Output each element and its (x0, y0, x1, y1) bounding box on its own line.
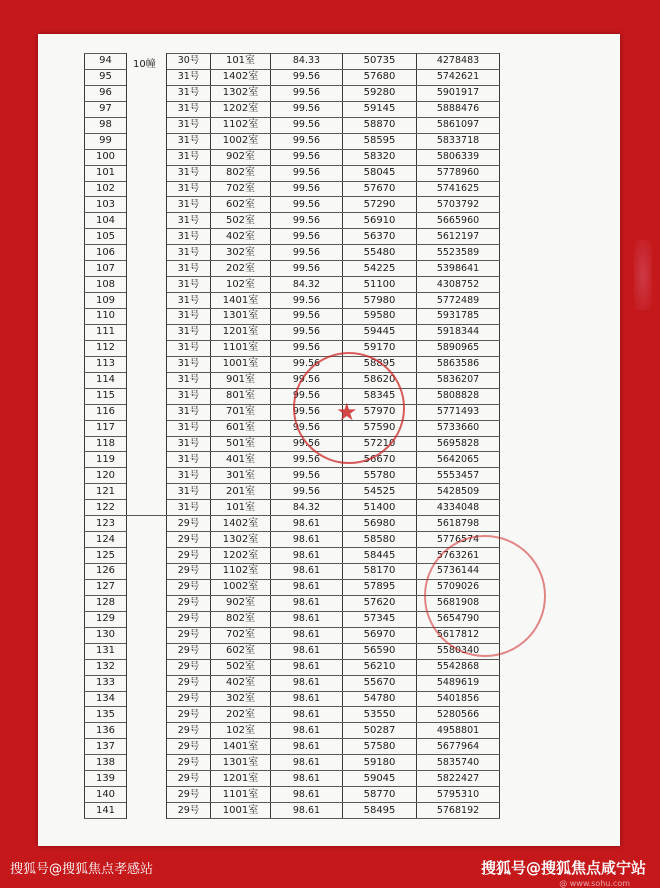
cell-unit: 31号 (167, 372, 211, 388)
cell-price: 57670 (343, 181, 417, 197)
cell-room: 402室 (211, 675, 271, 691)
cell-total: 4308752 (417, 277, 500, 293)
cell-idx: 128 (85, 595, 127, 611)
cell-room: 1101室 (211, 340, 271, 356)
cell-area: 84.32 (271, 500, 343, 516)
cell-total: 5861097 (417, 117, 500, 133)
cell-total: 5742621 (417, 69, 500, 85)
cell-idx: 121 (85, 484, 127, 500)
cell-area: 99.56 (271, 69, 343, 85)
cell-price: 59170 (343, 340, 417, 356)
cell-price: 58895 (343, 356, 417, 372)
cell-unit: 29号 (167, 532, 211, 548)
cell-room: 1402室 (211, 69, 271, 85)
cell-total: 5931785 (417, 309, 500, 325)
cell-price: 55670 (343, 675, 417, 691)
cell-area: 99.56 (271, 245, 343, 261)
cell-unit: 31号 (167, 245, 211, 261)
cell-price: 54225 (343, 261, 417, 277)
cell-room: 702室 (211, 627, 271, 643)
cell-price: 56910 (343, 213, 417, 229)
cell-unit: 31号 (167, 277, 211, 293)
cell-unit: 31号 (167, 133, 211, 149)
cell-area: 98.61 (271, 516, 343, 532)
cell-idx: 109 (85, 293, 127, 309)
cell-price: 58170 (343, 564, 417, 580)
cell-total: 5835740 (417, 755, 500, 771)
page-stain (634, 240, 652, 310)
cell-area: 98.61 (271, 627, 343, 643)
cell-total: 5280566 (417, 707, 500, 723)
cell-price: 59445 (343, 324, 417, 340)
cell-area: 98.61 (271, 643, 343, 659)
cell-price: 50735 (343, 54, 417, 70)
cell-area: 99.56 (271, 372, 343, 388)
cell-room: 1302室 (211, 85, 271, 101)
cell-unit: 31号 (167, 117, 211, 133)
cell-price: 57345 (343, 611, 417, 627)
cell-area: 98.61 (271, 579, 343, 595)
cell-idx: 114 (85, 372, 127, 388)
cell-total: 5808828 (417, 388, 500, 404)
cell-unit: 29号 (167, 755, 211, 771)
cell-room: 1201室 (211, 324, 271, 340)
cell-price: 59580 (343, 309, 417, 325)
cell-room: 301室 (211, 468, 271, 484)
cell-area: 99.56 (271, 85, 343, 101)
cell-idx: 96 (85, 85, 127, 101)
cell-unit: 31号 (167, 261, 211, 277)
cell-room: 102室 (211, 723, 271, 739)
cell-area: 98.61 (271, 739, 343, 755)
cell-total: 5612197 (417, 229, 500, 245)
cell-total: 5778960 (417, 165, 500, 181)
cell-room: 1002室 (211, 133, 271, 149)
cell-area: 98.61 (271, 611, 343, 627)
cell-room: 1301室 (211, 309, 271, 325)
cell-area: 99.56 (271, 165, 343, 181)
cell-room: 1202室 (211, 101, 271, 117)
cell-unit: 29号 (167, 739, 211, 755)
cell-idx: 105 (85, 229, 127, 245)
cell-idx: 94 (85, 54, 127, 70)
cell-area: 99.56 (271, 229, 343, 245)
cell-area: 99.56 (271, 181, 343, 197)
cell-total: 4334048 (417, 500, 500, 516)
cell-total: 5489619 (417, 675, 500, 691)
cell-room: 101室 (211, 54, 271, 70)
cell-price: 56370 (343, 229, 417, 245)
cell-room: 402室 (211, 229, 271, 245)
cell-price: 57580 (343, 739, 417, 755)
cell-total: 5677964 (417, 739, 500, 755)
building-cell-empty (127, 516, 167, 819)
cell-idx: 122 (85, 500, 127, 516)
cell-room: 102室 (211, 277, 271, 293)
cell-room: 902室 (211, 595, 271, 611)
cell-unit: 29号 (167, 803, 211, 819)
cell-price: 58620 (343, 372, 417, 388)
cell-total: 5776574 (417, 532, 500, 548)
cell-idx: 118 (85, 436, 127, 452)
cell-total: 5863586 (417, 356, 500, 372)
cell-area: 98.61 (271, 675, 343, 691)
cell-unit: 31号 (167, 324, 211, 340)
cell-room: 801室 (211, 388, 271, 404)
table-row (85, 54, 500, 70)
cell-room: 502室 (211, 213, 271, 229)
cell-room: 401室 (211, 452, 271, 468)
cell-total: 5542868 (417, 659, 500, 675)
cell-room: 501室 (211, 436, 271, 452)
cell-unit: 29号 (167, 659, 211, 675)
cell-price: 58345 (343, 388, 417, 404)
cell-price: 50287 (343, 723, 417, 739)
cell-area: 99.56 (271, 213, 343, 229)
cell-area: 99.56 (271, 404, 343, 420)
cell-area: 98.61 (271, 532, 343, 548)
cell-price: 55480 (343, 245, 417, 261)
cell-total: 5741625 (417, 181, 500, 197)
cell-idx: 107 (85, 261, 127, 277)
cell-idx: 113 (85, 356, 127, 372)
cell-price: 55780 (343, 468, 417, 484)
cell-idx: 120 (85, 468, 127, 484)
cell-area: 99.56 (271, 356, 343, 372)
cell-idx: 110 (85, 309, 127, 325)
cell-area: 99.56 (271, 197, 343, 213)
cell-room: 302室 (211, 691, 271, 707)
price-table (84, 53, 500, 819)
cell-idx: 138 (85, 755, 127, 771)
cell-idx: 104 (85, 213, 127, 229)
cell-room: 1002室 (211, 579, 271, 595)
cell-unit: 31号 (167, 181, 211, 197)
cell-unit: 29号 (167, 564, 211, 580)
cell-unit: 31号 (167, 69, 211, 85)
cell-unit: 29号 (167, 579, 211, 595)
cell-idx: 98 (85, 117, 127, 133)
cell-unit: 29号 (167, 675, 211, 691)
cell-idx: 115 (85, 388, 127, 404)
cell-total: 5709026 (417, 579, 500, 595)
cell-room: 1401室 (211, 293, 271, 309)
cell-price: 51100 (343, 277, 417, 293)
cell-idx: 97 (85, 101, 127, 117)
cell-total: 5763261 (417, 548, 500, 564)
cell-total: 5918344 (417, 324, 500, 340)
cell-area: 99.56 (271, 309, 343, 325)
cell-room: 901室 (211, 372, 271, 388)
cell-idx: 130 (85, 627, 127, 643)
cell-unit: 31号 (167, 436, 211, 452)
cell-total: 5822427 (417, 771, 500, 787)
cell-unit: 29号 (167, 516, 211, 532)
cell-idx: 135 (85, 707, 127, 723)
cell-idx: 99 (85, 133, 127, 149)
cell-room: 1402室 (211, 516, 271, 532)
cell-unit: 29号 (167, 707, 211, 723)
cell-unit: 31号 (167, 309, 211, 325)
cell-unit: 31号 (167, 500, 211, 516)
cell-unit: 31号 (167, 229, 211, 245)
cell-idx: 119 (85, 452, 127, 468)
cell-idx: 137 (85, 739, 127, 755)
cell-total: 5665960 (417, 213, 500, 229)
cell-price: 57620 (343, 595, 417, 611)
cell-area: 99.56 (271, 324, 343, 340)
cell-total: 5580340 (417, 643, 500, 659)
seal-star-icon: ★ (336, 398, 358, 426)
cell-price: 57980 (343, 293, 417, 309)
cell-total: 5768192 (417, 803, 500, 819)
watermark-right: 搜狐号@搜狐焦点咸宁站 (480, 859, 646, 877)
cell-area: 98.61 (271, 723, 343, 739)
cell-room: 1401室 (211, 739, 271, 755)
cell-unit: 29号 (167, 627, 211, 643)
cell-price: 56670 (343, 452, 417, 468)
table-row (85, 516, 500, 532)
cell-room: 1102室 (211, 117, 271, 133)
cell-total: 5703792 (417, 197, 500, 213)
cell-unit: 31号 (167, 165, 211, 181)
cell-total: 5890965 (417, 340, 500, 356)
cell-total: 5771493 (417, 404, 500, 420)
cell-room: 701室 (211, 404, 271, 420)
cell-area: 98.61 (271, 771, 343, 787)
cell-unit: 29号 (167, 771, 211, 787)
cell-price: 57895 (343, 579, 417, 595)
cell-price: 57970 (343, 404, 417, 420)
cell-area: 99.56 (271, 484, 343, 500)
cell-area: 99.56 (271, 420, 343, 436)
cell-area: 99.56 (271, 117, 343, 133)
cell-idx: 95 (85, 69, 127, 85)
cell-unit: 31号 (167, 149, 211, 165)
cell-total: 5772489 (417, 293, 500, 309)
cell-area: 98.61 (271, 564, 343, 580)
cell-price: 59045 (343, 771, 417, 787)
cell-total: 5642065 (417, 452, 500, 468)
cell-idx: 117 (85, 420, 127, 436)
cell-area: 99.56 (271, 101, 343, 117)
cell-unit: 31号 (167, 85, 211, 101)
cell-total: 4958801 (417, 723, 500, 739)
cell-idx: 111 (85, 324, 127, 340)
cell-price: 58445 (343, 548, 417, 564)
cell-price: 59280 (343, 85, 417, 101)
cell-price: 54525 (343, 484, 417, 500)
cell-area: 99.56 (271, 149, 343, 165)
cell-idx: 132 (85, 659, 127, 675)
cell-total: 5681908 (417, 595, 500, 611)
cell-area: 99.56 (271, 293, 343, 309)
cell-price: 58770 (343, 787, 417, 803)
cell-room: 802室 (211, 611, 271, 627)
cell-room: 1101室 (211, 787, 271, 803)
cell-unit: 31号 (167, 213, 211, 229)
cell-room: 1201室 (211, 771, 271, 787)
cell-price: 58580 (343, 532, 417, 548)
cell-price: 58495 (343, 803, 417, 819)
cell-price: 57290 (343, 197, 417, 213)
cell-unit: 31号 (167, 404, 211, 420)
cell-idx: 127 (85, 579, 127, 595)
cell-price: 58870 (343, 117, 417, 133)
cell-idx: 131 (85, 643, 127, 659)
cell-unit: 29号 (167, 691, 211, 707)
cell-idx: 106 (85, 245, 127, 261)
cell-area: 99.56 (271, 261, 343, 277)
cell-total: 5617812 (417, 627, 500, 643)
cell-price: 56210 (343, 659, 417, 675)
cell-room: 502室 (211, 659, 271, 675)
cell-room: 902室 (211, 149, 271, 165)
cell-price: 59180 (343, 755, 417, 771)
cell-price: 54780 (343, 691, 417, 707)
cell-total: 5888476 (417, 101, 500, 117)
cell-idx: 134 (85, 691, 127, 707)
cell-unit: 31号 (167, 484, 211, 500)
cell-area: 98.61 (271, 803, 343, 819)
cell-idx: 141 (85, 803, 127, 819)
cell-idx: 136 (85, 723, 127, 739)
cell-area: 99.56 (271, 436, 343, 452)
cell-price: 56970 (343, 627, 417, 643)
cell-total: 5736144 (417, 564, 500, 580)
cell-price: 58045 (343, 165, 417, 181)
cell-total: 5695828 (417, 436, 500, 452)
cell-price: 57210 (343, 436, 417, 452)
cell-idx: 133 (85, 675, 127, 691)
cell-total: 5523589 (417, 245, 500, 261)
cell-unit: 31号 (167, 340, 211, 356)
cell-idx: 139 (85, 771, 127, 787)
cell-room: 1302室 (211, 532, 271, 548)
cell-unit: 31号 (167, 388, 211, 404)
cell-unit: 29号 (167, 643, 211, 659)
cell-unit: 31号 (167, 197, 211, 213)
cell-total: 5401856 (417, 691, 500, 707)
cell-total: 5833718 (417, 133, 500, 149)
cell-area: 99.56 (271, 468, 343, 484)
cell-room: 1102室 (211, 564, 271, 580)
cell-total: 5618798 (417, 516, 500, 532)
cell-idx: 123 (85, 516, 127, 532)
cell-area: 99.56 (271, 452, 343, 468)
cell-room: 602室 (211, 197, 271, 213)
cell-total: 5428509 (417, 484, 500, 500)
cell-price: 59145 (343, 101, 417, 117)
cell-total: 5553457 (417, 468, 500, 484)
cell-unit: 29号 (167, 787, 211, 803)
cell-idx: 140 (85, 787, 127, 803)
cell-idx: 116 (85, 404, 127, 420)
cell-room: 202室 (211, 707, 271, 723)
cell-idx: 100 (85, 149, 127, 165)
cell-price: 51400 (343, 500, 417, 516)
cell-idx: 112 (85, 340, 127, 356)
cell-room: 202室 (211, 261, 271, 277)
building-cell (127, 54, 167, 516)
cell-area: 99.56 (271, 133, 343, 149)
cell-room: 601室 (211, 420, 271, 436)
cell-total: 5901917 (417, 85, 500, 101)
cell-area: 98.61 (271, 691, 343, 707)
cell-total: 5654790 (417, 611, 500, 627)
cell-price: 56590 (343, 643, 417, 659)
cell-price: 57590 (343, 420, 417, 436)
cell-unit: 31号 (167, 356, 211, 372)
cell-unit: 29号 (167, 548, 211, 564)
cell-idx: 126 (85, 564, 127, 580)
cell-area: 99.56 (271, 388, 343, 404)
cell-area: 98.61 (271, 659, 343, 675)
cell-room: 201室 (211, 484, 271, 500)
cell-room: 702室 (211, 181, 271, 197)
cell-area: 98.61 (271, 707, 343, 723)
cell-unit: 31号 (167, 420, 211, 436)
cell-room: 1301室 (211, 755, 271, 771)
cell-idx: 125 (85, 548, 127, 564)
cell-price: 56980 (343, 516, 417, 532)
cell-room: 1001室 (211, 803, 271, 819)
cell-unit: 31号 (167, 293, 211, 309)
cell-area: 98.61 (271, 595, 343, 611)
cell-total: 5733660 (417, 420, 500, 436)
cell-idx: 108 (85, 277, 127, 293)
watermark-left: 搜狐号@搜狐焦点孝感站 (10, 862, 154, 877)
cell-price: 57680 (343, 69, 417, 85)
cell-total: 5836207 (417, 372, 500, 388)
cell-room: 302室 (211, 245, 271, 261)
cell-room: 1001室 (211, 356, 271, 372)
cell-area: 98.61 (271, 787, 343, 803)
building-label: 10幢 (133, 58, 156, 70)
cell-price: 53550 (343, 707, 417, 723)
watermark-sub: @ www.sohu.com (559, 879, 630, 888)
cell-idx: 103 (85, 197, 127, 213)
cell-room: 802室 (211, 165, 271, 181)
cell-unit: 29号 (167, 723, 211, 739)
cell-unit: 31号 (167, 452, 211, 468)
cell-idx: 102 (85, 181, 127, 197)
cell-unit: 31号 (167, 468, 211, 484)
cell-area: 98.61 (271, 755, 343, 771)
cell-unit: 29号 (167, 611, 211, 627)
cell-room: 101室 (211, 500, 271, 516)
cell-area: 99.56 (271, 340, 343, 356)
cell-total: 5795310 (417, 787, 500, 803)
cell-unit: 29号 (167, 595, 211, 611)
cell-idx: 129 (85, 611, 127, 627)
cell-room: 602室 (211, 643, 271, 659)
cell-price: 58320 (343, 149, 417, 165)
cell-total: 4278483 (417, 54, 500, 70)
cell-idx: 124 (85, 532, 127, 548)
cell-area: 84.33 (271, 54, 343, 70)
cell-area: 98.61 (271, 548, 343, 564)
cell-unit: 31号 (167, 101, 211, 117)
cell-total: 5806339 (417, 149, 500, 165)
cell-unit: 30号 (167, 54, 211, 70)
cell-room: 1202室 (211, 548, 271, 564)
cell-area: 84.32 (271, 277, 343, 293)
cell-price: 58595 (343, 133, 417, 149)
cell-idx: 101 (85, 165, 127, 181)
cell-total: 5398641 (417, 261, 500, 277)
